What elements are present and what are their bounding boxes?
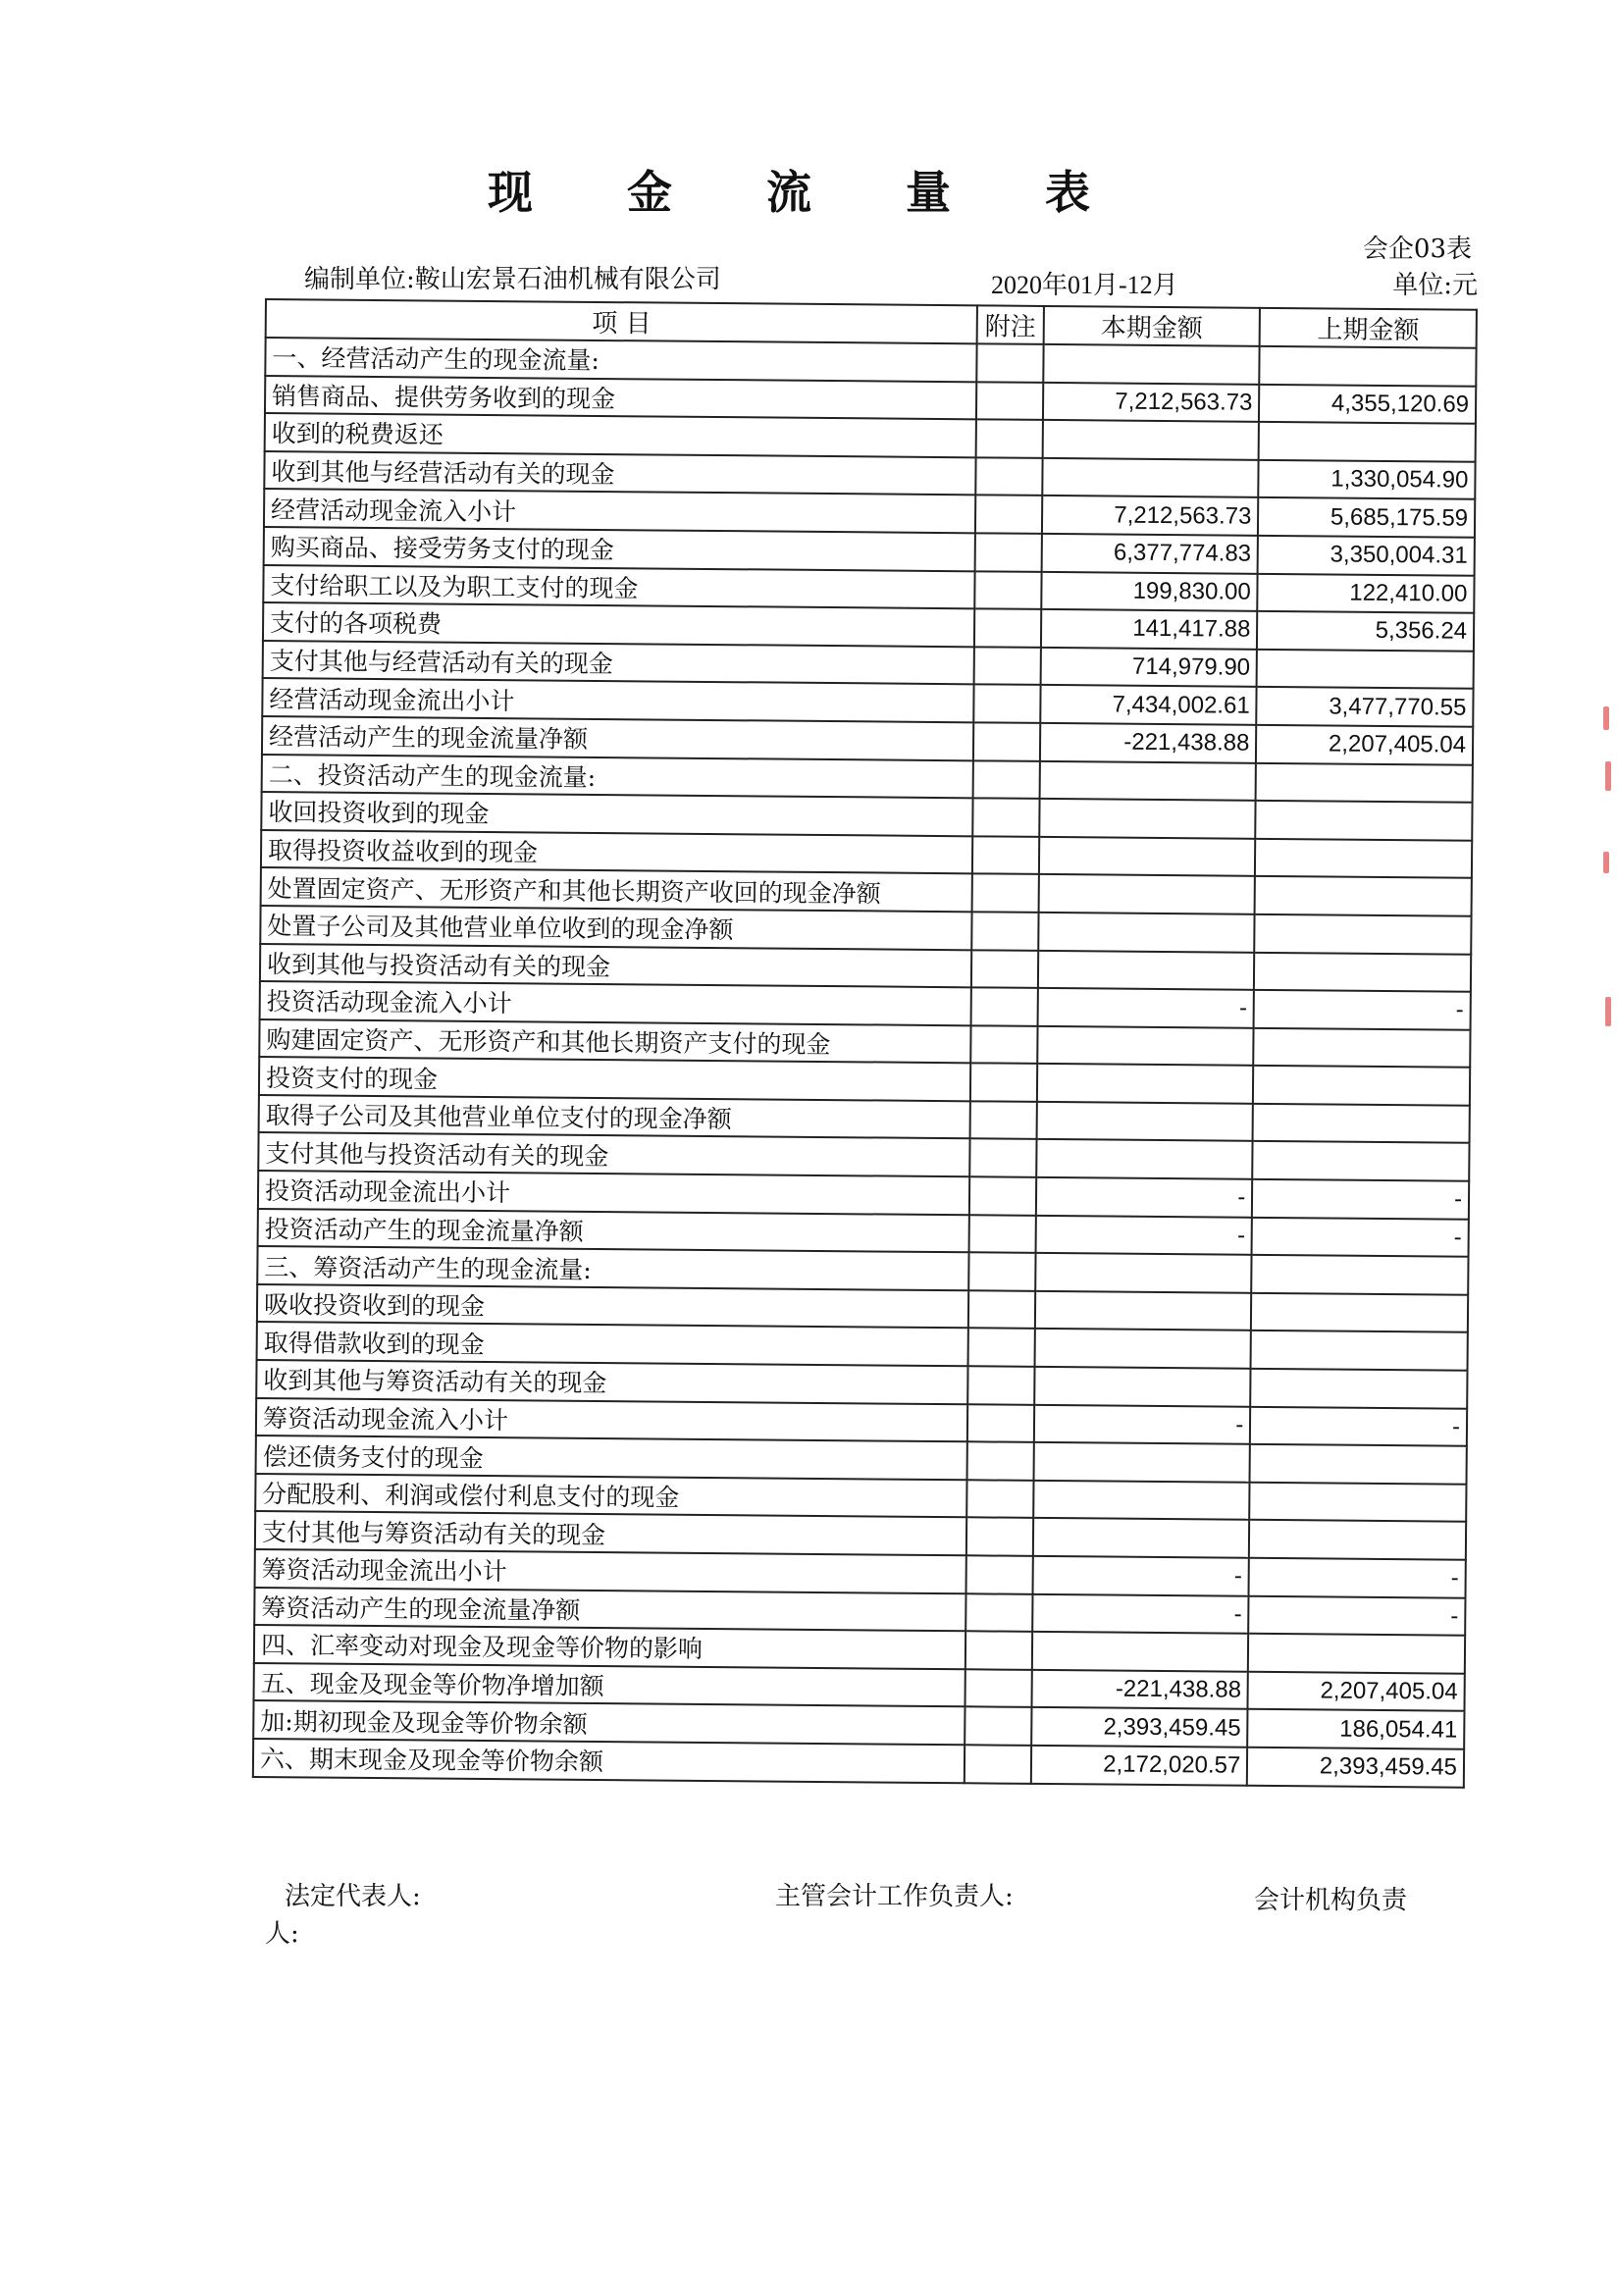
row-previous-amount: 2,393,459.45 (1247, 1748, 1464, 1788)
row-current-amount (1037, 1026, 1254, 1067)
row-previous-amount (1251, 1331, 1468, 1371)
accounting-head-label: 会计机构负责 (1254, 1886, 1408, 1915)
column-header-previous: 上期金额 (1260, 308, 1477, 348)
row-previous-amount: 122,410.00 (1258, 573, 1475, 613)
row-item-label: 偿还债务支付的现金 (256, 1435, 968, 1480)
row-previous-amount (1250, 1483, 1467, 1523)
row-item-label: 筹资活动产生的现金流量净额 (254, 1588, 966, 1632)
stamp-edge-mark (1605, 761, 1611, 791)
row-previous-amount (1253, 1104, 1470, 1144)
row-previous-amount (1250, 1444, 1467, 1485)
row-item-label: 经营活动产生的现金流量净额 (262, 716, 974, 760)
row-item-label: 收回投资收到的现金 (261, 792, 973, 836)
row-current-amount (1034, 1329, 1251, 1369)
row-previous-amount (1254, 1028, 1471, 1069)
row-current-amount (1036, 1139, 1253, 1179)
row-previous-amount (1255, 839, 1472, 879)
row-item-label: 三、筹资活动产生的现金流量: (257, 1246, 969, 1290)
row-note-cell (965, 1593, 1032, 1632)
row-previous-amount (1253, 1141, 1470, 1181)
row-current-amount (1039, 760, 1256, 801)
report-header (304, 259, 1478, 298)
row-previous-amount: - (1249, 1558, 1466, 1598)
row-current-amount (1038, 874, 1255, 914)
row-previous-amount (1255, 876, 1472, 916)
row-current-amount (1033, 1518, 1250, 1558)
signature-line (265, 1876, 1478, 1955)
row-current-amount: - (1032, 1593, 1249, 1634)
row-item-label: 吸收投资收到的现金 (257, 1284, 969, 1329)
column-header-current: 本期金额 (1043, 306, 1260, 346)
row-current-amount: - (1036, 1177, 1253, 1218)
row-current-amount: -221,438.88 (1040, 723, 1257, 763)
row-current-amount (1042, 458, 1259, 498)
row-note-cell (972, 836, 1039, 874)
page-title: 现 金 流 量 表 (487, 166, 1130, 219)
chief-accountant-label: 主管会计工作负责人: (775, 1882, 1014, 1911)
row-note-cell (971, 987, 1038, 1025)
row-current-amount: 7,212,563.73 (1043, 383, 1260, 423)
row-note-cell (965, 1669, 1032, 1707)
row-previous-amount (1251, 1293, 1468, 1333)
row-previous-amount (1248, 1634, 1465, 1674)
row-note-cell (973, 722, 1040, 760)
row-current-amount (1033, 1481, 1250, 1521)
row-current-amount: 2,393,459.45 (1031, 1707, 1248, 1748)
row-item-label: 投资活动现金流入小计 (260, 981, 972, 1025)
row-note-cell (975, 533, 1042, 571)
row-note-cell (970, 1064, 1037, 1102)
row-current-amount (1039, 799, 1256, 839)
row-item-label: 投资活动现金流出小计 (258, 1171, 970, 1215)
row-previous-amount: 2,207,405.04 (1248, 1672, 1465, 1712)
row-current-amount: 714,979.90 (1040, 648, 1257, 688)
row-previous-amount: 3,350,004.31 (1258, 536, 1475, 576)
row-current-amount (1039, 837, 1256, 877)
row-current-amount (1035, 1291, 1252, 1331)
row-item-label: 支付给职工以及为职工支付的现金 (263, 565, 975, 609)
row-item-label: 支付其他与筹资活动有关的现金 (255, 1511, 967, 1555)
row-current-amount: - (1032, 1556, 1249, 1596)
row-note-cell (975, 571, 1042, 609)
row-current-amount (1043, 344, 1260, 385)
accounting-head-label-wrap: 人: (265, 1919, 299, 1949)
currency-unit: 单位:元 (1392, 271, 1478, 300)
row-note-cell (968, 1329, 1035, 1367)
row-note-cell (968, 1290, 1035, 1329)
row-item-label: 购建固定资产、无形资产和其他长期资产支付的现金 (259, 1019, 971, 1064)
row-previous-amount: - (1248, 1595, 1465, 1636)
row-note-cell (976, 420, 1043, 458)
row-previous-amount (1259, 422, 1476, 462)
row-item-label: 收到的税费返还 (265, 413, 977, 457)
row-previous-amount (1251, 1369, 1468, 1409)
row-item-label: 投资支付的现金 (259, 1057, 971, 1101)
row-item-label: 收到其他与经营活动有关的现金 (264, 451, 976, 496)
row-current-amount: 7,212,563.73 (1042, 496, 1259, 536)
row-current-amount: - (1035, 1216, 1252, 1256)
row-item-label: 取得投资收益收到的现金 (261, 830, 973, 874)
row-note-cell (965, 1707, 1031, 1746)
row-current-amount (1032, 1632, 1249, 1672)
row-item-label: 支付的各项税费 (263, 602, 975, 647)
row-previous-amount: 3,477,770.55 (1257, 687, 1474, 727)
row-previous-amount (1257, 650, 1474, 690)
row-item-label: 支付其他与经营活动有关的现金 (263, 641, 975, 685)
row-note-cell (967, 1442, 1034, 1481)
row-item-label: 支付其他与投资活动有关的现金 (258, 1132, 970, 1176)
row-item-label: 收到其他与投资活动有关的现金 (260, 943, 972, 987)
row-item-label: 筹资活动现金流出小计 (255, 1549, 967, 1593)
row-note-cell (968, 1253, 1035, 1291)
row-item-label: 筹资活动现金流入小计 (256, 1398, 968, 1442)
row-current-amount (1034, 1367, 1251, 1407)
row-item-label: 加:期初现金及现金等价物余额 (253, 1700, 965, 1745)
compiler-unit: 编制单位:鞍山宏景石油机械有限公司 (304, 265, 721, 294)
row-current-amount: -221,438.88 (1031, 1670, 1248, 1710)
form-code: 会企03表 (1362, 235, 1472, 264)
row-note-cell (973, 798, 1040, 836)
row-previous-amount: 1,330,054.90 (1259, 460, 1476, 500)
column-header-note: 附注 (977, 305, 1044, 344)
row-previous-amount (1256, 762, 1473, 803)
row-previous-amount (1254, 952, 1471, 992)
row-current-amount: 141,417.88 (1041, 609, 1258, 650)
row-item-label: 取得借款收到的现金 (257, 1322, 969, 1366)
row-previous-amount: - (1250, 1406, 1467, 1446)
row-note-cell (973, 760, 1040, 799)
row-previous-amount: 186,054.41 (1247, 1709, 1464, 1749)
row-item-label: 取得子公司及其他营业单位支付的现金净额 (259, 1095, 971, 1139)
row-note-cell (969, 1139, 1036, 1177)
row-note-cell (976, 457, 1043, 496)
report-period: 2020年01月-12月 (991, 271, 1178, 299)
row-note-cell (969, 1215, 1036, 1253)
row-item-label: 处置子公司及其他营业单位收到的现金净额 (260, 906, 972, 950)
row-current-amount (1042, 420, 1259, 460)
row-note-cell (974, 685, 1041, 723)
row-current-amount (1038, 950, 1255, 990)
row-item-label: 五、现金及现金等价物净增加额 (254, 1663, 966, 1707)
row-item-label: 一、经营活动产生的现金流量: (265, 338, 977, 382)
row-current-amount (1036, 1102, 1253, 1142)
row-current-amount (1033, 1442, 1250, 1483)
row-note-cell (970, 1101, 1037, 1139)
row-previous-amount: - (1252, 1179, 1469, 1220)
row-note-cell (971, 950, 1038, 988)
stamp-edge-mark (1605, 997, 1611, 1026)
row-current-amount: 7,434,002.61 (1040, 685, 1257, 725)
row-previous-amount: 5,685,175.59 (1258, 497, 1475, 538)
row-previous-amount (1256, 801, 1473, 841)
row-item-label: 销售商品、提供劳务收到的现金 (265, 376, 977, 420)
row-note-cell (967, 1366, 1034, 1404)
row-current-amount: 199,830.00 (1041, 571, 1258, 611)
row-note-cell (971, 1025, 1038, 1064)
row-previous-amount: 2,207,405.04 (1256, 725, 1473, 765)
column-header-item: 项 目 (266, 299, 978, 343)
row-previous-amount (1249, 1520, 1466, 1560)
row-item-label: 四、汇率变动对现金及现金等价物的影响 (254, 1625, 966, 1669)
legal-representative-label: 法定代表人: (285, 1882, 421, 1911)
row-current-amount: - (1034, 1405, 1251, 1445)
row-item-label: 购买商品、接受劳务支付的现金 (264, 527, 976, 571)
row-item-label: 经营活动现金流入小计 (264, 489, 976, 533)
row-item-label: 六、期末现金及现金等价物余额 (253, 1739, 965, 1783)
row-previous-amount (1252, 1255, 1469, 1295)
row-note-cell (965, 1745, 1031, 1783)
row-note-cell (967, 1404, 1034, 1442)
row-item-label: 二、投资活动产生的现金流量: (262, 755, 974, 799)
row-note-cell (974, 608, 1041, 647)
row-current-amount: - (1037, 988, 1254, 1028)
cash-flow-table (252, 298, 1478, 1788)
row-item-label: 经营活动现金流出小计 (262, 678, 974, 722)
row-previous-amount (1255, 914, 1472, 955)
row-note-cell (969, 1176, 1036, 1215)
row-item-label: 收到其他与筹资活动有关的现金 (256, 1360, 968, 1404)
row-item-label: 分配股利、利润或偿付利息支付的现金 (255, 1474, 967, 1518)
row-note-cell (966, 1480, 1033, 1518)
row-previous-amount: 5,356.24 (1257, 611, 1474, 652)
row-current-amount: 6,377,774.83 (1041, 534, 1258, 574)
row-current-amount (1037, 1064, 1254, 1104)
row-item-label: 投资活动产生的现金流量净额 (258, 1209, 970, 1253)
row-current-amount: 2,172,020.57 (1031, 1746, 1248, 1786)
stamp-edge-mark (1603, 852, 1609, 873)
row-current-amount (1035, 1253, 1252, 1293)
row-note-cell (966, 1518, 1033, 1556)
row-note-cell (972, 912, 1039, 950)
table-body (253, 338, 1477, 1787)
row-previous-amount: - (1252, 1217, 1469, 1257)
row-note-cell (965, 1631, 1032, 1669)
row-note-cell (972, 874, 1039, 913)
row-note-cell (974, 647, 1041, 685)
row-item-label: 处置固定资产、无形资产和其他长期资产收回的现金净额 (261, 867, 973, 912)
row-previous-amount: - (1254, 990, 1471, 1030)
row-previous-amount (1253, 1066, 1470, 1106)
row-previous-amount: 4,355,120.69 (1259, 384, 1476, 424)
row-note-cell (966, 1555, 1033, 1593)
row-previous-amount (1260, 346, 1477, 387)
row-note-cell (975, 496, 1042, 534)
stamp-edge-mark (1603, 706, 1609, 730)
row-current-amount (1038, 913, 1255, 953)
row-note-cell (976, 382, 1043, 420)
row-note-cell (977, 343, 1044, 382)
